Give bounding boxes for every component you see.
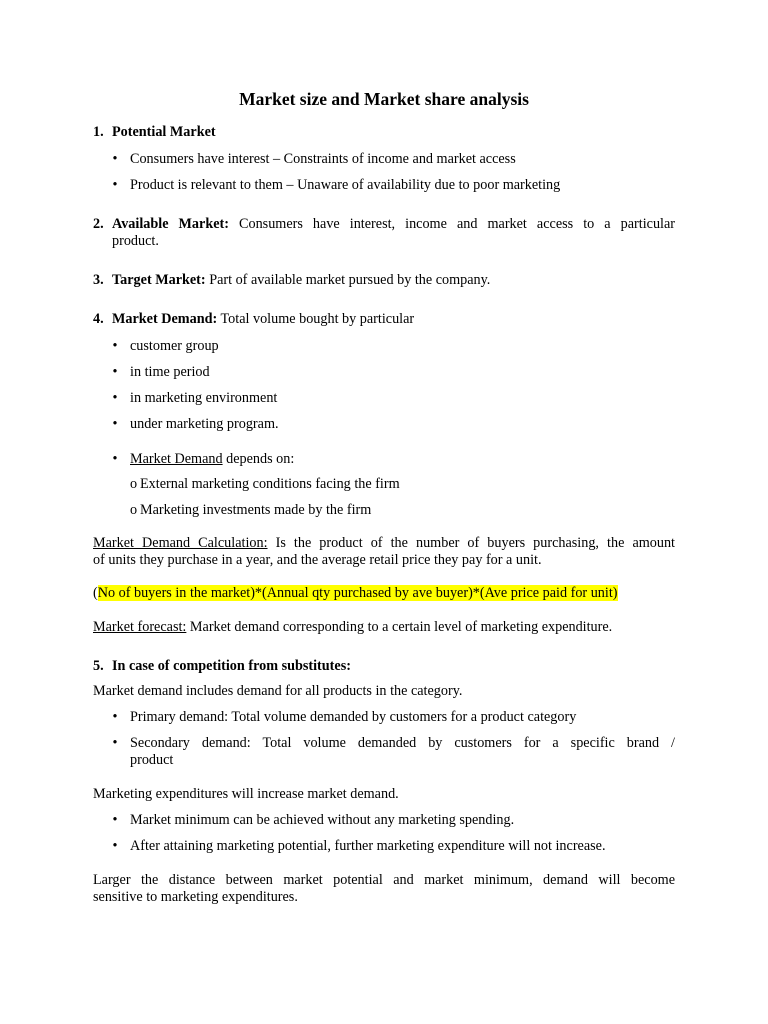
section-4-bullet-1: customer group — [130, 338, 219, 354]
section-2-line-1 — [112, 216, 675, 233]
section-3-text: Part of available market pursued by the company. — [209, 272, 491, 288]
sub-bullet-1: External marketing conditions facing the firm — [140, 476, 400, 492]
section-5-bullet-1: Primary demand: Total volume demanded by customers for a product category — [130, 709, 577, 725]
section-2-number: 2. — [93, 216, 104, 232]
bullet-icon: • — [112, 364, 118, 380]
section-5-bullet-2-cont: product — [130, 752, 174, 768]
section-5-intro: Market demand includes demand for all products in the category. — [93, 683, 463, 699]
section-5-heading: In case of competition from substitutes: — [112, 658, 351, 674]
market-demand-underlined: Market Demand — [130, 451, 223, 467]
marketing-bullet-1: Market minimum can be achieved without any marketing spending. — [130, 812, 515, 828]
marketing-bullet-2: After attaining marketing potential, further marketing expenditure will not increase. — [130, 838, 606, 854]
bullet-icon: • — [112, 838, 118, 854]
section-4-heading: Market Demand: — [112, 311, 218, 327]
bullet-icon: • — [112, 151, 118, 167]
formula-open-paren: ( — [93, 585, 98, 601]
section-4-bullet-2: in time period — [130, 364, 210, 380]
section-4-number: 4. — [93, 311, 104, 327]
section-4-bullet-4: under marketing program. — [130, 416, 279, 432]
calc-line-2: of units they purchase in a year, and the average retail price they pay for a unit. — [93, 552, 542, 568]
section-1-bullet-1: Consumers have interest – Constraints of income and market access — [130, 151, 516, 167]
section-4-line — [112, 311, 414, 328]
bullet-icon: • — [112, 812, 118, 828]
bullet-icon: • — [112, 709, 118, 725]
bullet-icon: • — [112, 416, 118, 432]
sub-bullet-2: Marketing investments made by the firm — [140, 502, 372, 518]
section-3-number: 3. — [93, 272, 104, 288]
closing-line-2: sensitive to marketing expenditures. — [93, 889, 298, 905]
forecast-line — [93, 619, 612, 636]
calc-line-1 — [93, 535, 675, 552]
forecast-text: Market demand corresponding to a certain level of marketing expenditure. — [189, 619, 613, 635]
section-3-heading: Target Market: — [112, 272, 206, 288]
section-2-heading: Available Market: — [112, 216, 229, 232]
sub-bullet-icon: o — [130, 502, 138, 518]
sub-bullet-icon: o — [130, 476, 138, 492]
calc-text-1: Is the product of the number of buyers purchasing, the amount — [275, 535, 676, 551]
section-2-line-2: product. — [112, 233, 159, 249]
bullet-icon: • — [112, 390, 118, 406]
section-5-number: 5. — [93, 658, 104, 674]
section-1-bullet-2: Product is relevant to them – Unaware of availability due to poor marketing — [130, 177, 561, 193]
document-title: Market size and Market share analysis — [239, 89, 529, 109]
section-4-text: Total volume bought by particular — [220, 311, 415, 327]
bullet-icon: • — [112, 177, 118, 193]
section-2-text: Consumers have interest, income and market access to a particular — [239, 216, 676, 232]
market-demand-depends-text: depends on: — [226, 451, 295, 467]
section-3-line — [112, 272, 490, 289]
market-demand-depends-line — [130, 451, 294, 468]
section-5-bullet-2: Secondary demand: Total volume demanded by customers for a specific brand / — [130, 735, 675, 751]
formula-line — [93, 585, 618, 602]
formula-highlighted: No of buyers in the market)*(Annual qty purchased by ave buyer)*(Ave price paid for unit) — [97, 585, 618, 601]
calc-label: Market Demand Calculation: — [93, 535, 268, 551]
bullet-icon: • — [112, 338, 118, 354]
section-1-heading: Potential Market — [112, 124, 216, 140]
section-4-bullet-3: in marketing environment — [130, 390, 278, 406]
section-1-number: 1. — [93, 124, 104, 140]
closing-line-1: Larger the distance between market potential and market minimum, demand will become — [93, 872, 675, 888]
marketing-intro: Marketing expenditures will increase market demand. — [93, 786, 399, 802]
bullet-icon: • — [112, 451, 118, 467]
bullet-icon: • — [112, 735, 118, 751]
forecast-label: Market forecast: — [93, 619, 187, 635]
